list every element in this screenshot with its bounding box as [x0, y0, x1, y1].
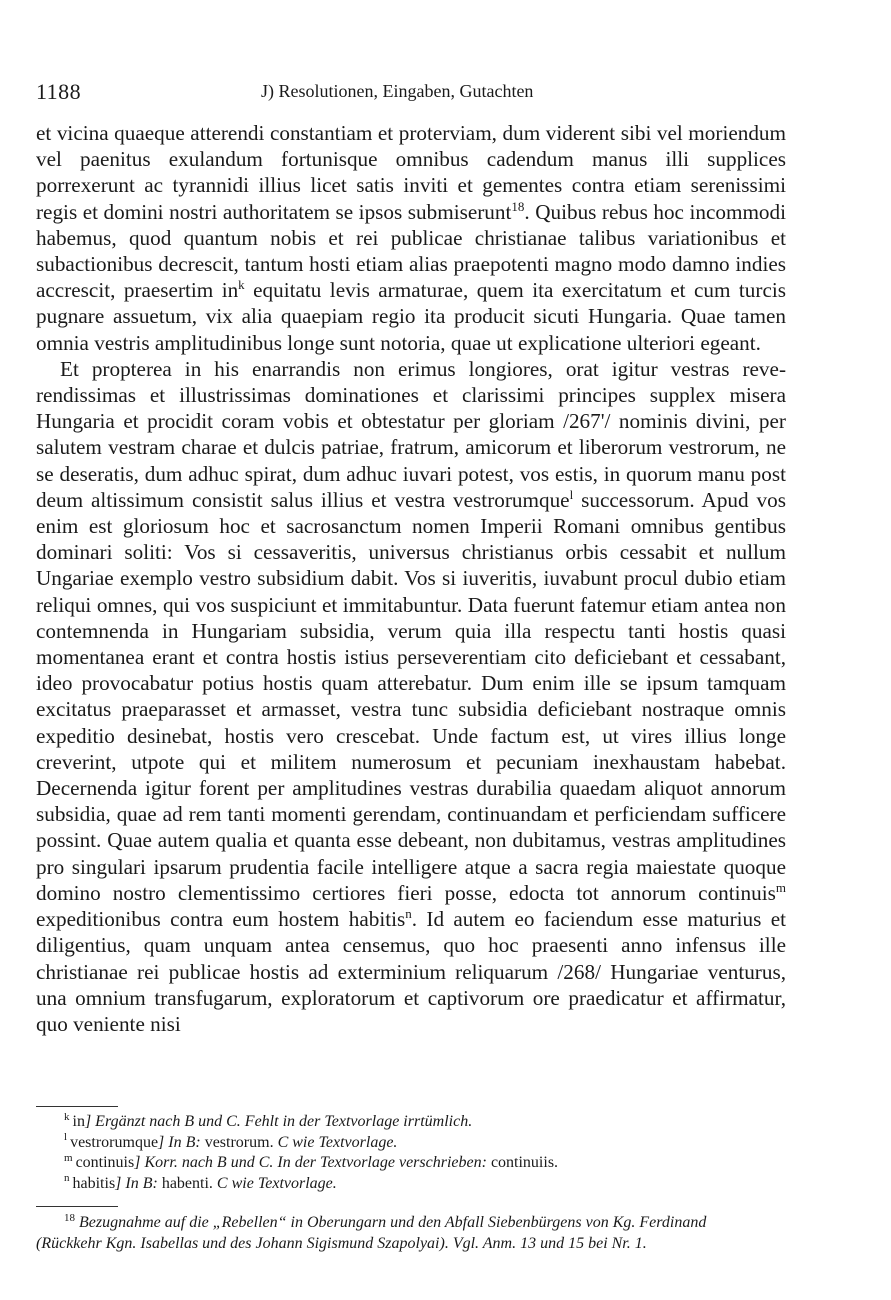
footnote-ref-m: m	[775, 879, 786, 895]
footnote-ref-l: l	[569, 486, 574, 502]
footnote-k: $^k$ in] Ergänzt nach B und C. Fehlt in der Textvorlage irrtümlich.	[64, 1110, 473, 1130]
endnote-ref-18: 18	[511, 198, 525, 214]
text-run: Et propterea in his enarrandis non erimus longiores, orat igitur vestras reverendissimas et illustrissimas dominationes et clarissimi principes supplex misera Hungaria et procidit coram vobis et obtestatur per gloriam /267'/ nominis divini, per salutem vestram charae et dulcis patriae, fratrum, amicorum et liberorum vestrorum, ne se deseratis, dum adhuc spirat, dum adhuc iuvari potest, vos estis, in quorum manu post deum altissimum consistit salus illius et vestra vestrorumque	[36, 356, 786, 512]
text-run: et vicina quaeque atterendi constantiam et proterviam, dum viderent sibi vel moriendum vel paenitus exulandum fortunisque omnibus cadendum manus illi supplices porrexerunt ac tyrannidi illius licet satis inviti et gementes contra etiam serenissimi regis et domini nostri authoritatem se ipsos submiserunt	[36, 121, 786, 224]
footnote-l: $^l$ vestrorumque] In B: vestrorum. C wie Textvorlage.	[64, 1131, 398, 1151]
text-run: equitatu levis armaturae, quem ita exercitatum et cum turcis pugnare assuetum, vix alia quaepiam regio ita producit sicuti Hungaria. Quae tamen omnia vestris amplitudinibus longe sunt notoria, quae ut explicatione ulteriori egeant.	[36, 278, 786, 355]
historical-endnote-18: $^{18}$ Bezugnahme auf die „Rebellen“ in Oberungarn und den Abfall Siebenbürgens von Kg. Ferdinand (Rückkehr Kgn. Isabellas und des Johann Sigismund Szapolyai). Vgl. Anm. 13 und 15 bei Nr. 1.	[36, 1211, 707, 1252]
document-page	[36, 0, 786, 1300]
text-run: . Quibus rebus hoc incommodi habemus, quod quantum nobis et rei publicae christianae talibus variationibus et subactionibus decrescit, tantum hosti etiam alias praepotenti magno modo damno indies accrescit, praesertim in	[36, 199, 786, 303]
running-title: J) Resolutionen, Eingaben, Gutachten	[261, 81, 534, 101]
text-run: successorum. Apud vos enim est gloriosum hoc et sacrosanctum nomen Imperii Romani omnibus gentibus dominari soliti: Vos si cessaveritis, universus christianus orbis cessabit et nullum Ungariae exemplo vestro subsidium dabit. Vos si iuveritis, iuvabunt procul dubio etiam reliqui omnes, qui vos suspiciunt et immitabuntur. Data fuerunt fatemur etiam antea non contemnenda in Hungariam subsidia, verum quia illa respectu tanti hostis quasi momentanea erant et contra hostis istius perseverentiam cito deficiebant et cessabant, ideo provocabatur potius hostis quam atterebatur. Dum enim ille se ipsum tamquam excitatus praeparasset et armasset, vestra tunc subsidia deficiebant nostraque omnis expeditio desinebat, hostis vero crescebat. Unde factum est, ut vires illius longe creverint, utpote qui et militem numerosum et pecuniam inexhaustam habebat. Decernenda igitur forent per amplitudines vestras durabilia quaedam aliquot annorum subsidia, quae ad rem tanti momenti gerendam, continuandam et perficiendam sufficere possint. Quae autem qualia et quanta esse debeant, non dubitamus, vestras amplitudines pro singulari ipsarum prudentia facile intelligere atque a sacra regia maiestate quoque domino nostro clementissimo certiores fieri posse, edocta tot annorum continuis	[36, 487, 786, 905]
paragraph-1	[36, 120, 786, 356]
page-header	[36, 79, 786, 107]
textcritical-footnotes	[64, 1112, 786, 1194]
footnote-m: $^m$ continuis] Korr. nach B und C. In der Textvorlage verschrieben: continuiis.	[64, 1151, 559, 1171]
text-run: . Id autem eo faciendum esse maturius et diligentius, quam unquam antea censemus, quo hoc praesenti anno infensus ille christianae rei publicae hostis ad exterminium reliquarum /268/ Hungariae venturus, una omnium transfugarum, exploratorum et captivorum ore praedicatur et affirmatur, quo veniente nisi	[36, 907, 787, 1036]
footnote-separator	[36, 1106, 118, 1107]
footnote-ref-k: k	[238, 277, 245, 293]
main-text	[36, 120, 786, 1037]
text-run: expeditionibus contra eum hostem habitis	[36, 907, 406, 932]
paragraph-2	[36, 356, 786, 1037]
footnote-ref-n: n	[405, 906, 412, 922]
endnote-separator	[36, 1206, 118, 1207]
footnote-n: $^n$ habitis] In B: habenti. C wie Textvorlage.	[64, 1172, 337, 1192]
page-number: 1188	[36, 79, 82, 104]
